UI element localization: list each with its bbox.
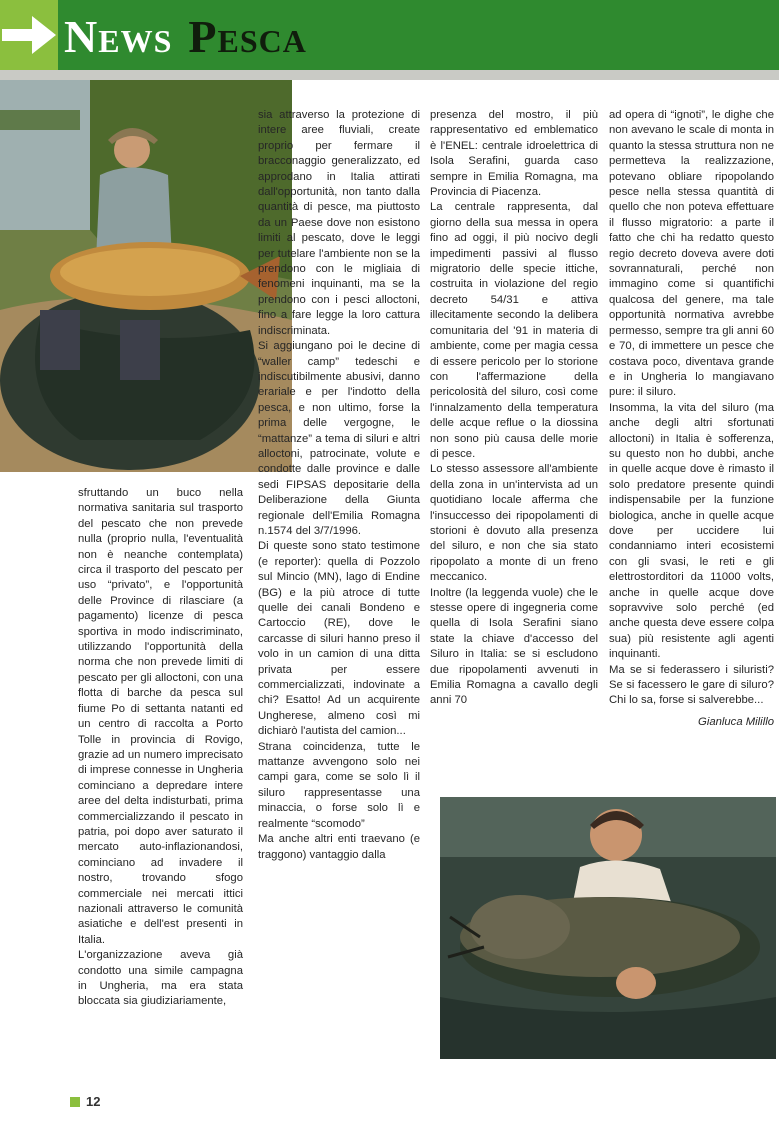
paragraph: La centrale rappresenta, dal giorno della sua messa in opera fino ad oggi, il più nocivo degli impedimenti passivi al flusso migratorio delle specie ittiche, costruita in violazione del regio decreto 54/31 e attiva illecitamente secondo la delibera comunitaria del '91 in materia di ambiente, come per magia cessa di essere pericolo per lo storione con l'affermazione della pericolosità del siluro, così come l'innalzamento della temperatura delle acque reflue o la diossina non sono più causa delle morie di pesce. — [430, 201, 598, 460]
header-band — [0, 70, 779, 80]
title-pesca: Pesca — [188, 11, 307, 62]
paragraph: Ma se si federassero i siluristi? Se si facessero le gare di siluro? Chi lo sa, forse si salverebbe... — [609, 663, 774, 707]
photo-angler-carp — [0, 80, 292, 472]
arrow-icon — [2, 14, 56, 56]
paragraph: Strana coincidenza, tutte le mattanze avvengono solo nei campi gara, come se solo lì il siluro rappresentasse una minaccia, o forse solo lì e realmente “scomodo” — [258, 740, 420, 830]
paragraph: sia attraverso la protezione di intere aree fluviali, create proprio per fermare il bracconaggio generalizzato, ed approdano in Italia attirati dall'opportunità, non tanto dalla quantità di pesce, ma piuttosto da un Paese dove non esistono limiti al pescato, dove le leggi per tutelare l'ambiente non se la prendono con le migliaia di fenomeni inquinanti, ma se la prendono con i pesci alloctoni, fino a fare legge la loro cattura indiscriminata. — [258, 109, 420, 337]
paragraph: Ma anche altri enti traevano (e traggono) vantaggio dalla — [258, 833, 420, 861]
paragraph: sfruttando un buco nella normativa sanitaria sul trasporto del pescato che non prevede nulla (proprio nulla, l'eventualità non è neanche contemplata) circa il trasporto del pescato per uso “privato”, e l'opportunità delle Province di rilasciare (a pagamento) licenze di pesca sportiva in modo indiscriminato, utilizzando l'opportunità della norma che non prevede limiti di pescato per gli alloctoni, con una flotta di barche da pesca sul fiume Po di settanta natanti ed un centro di raccolta a Porto Tolle in provincia di Rovigo, grazie ad un numero imprecisato di imprese connesse in Ungheria cominciano a depredare intere aree del delta indisturbati, prima commercializzando il pescato in patria, poi dopo aver saturato il mercato auto-inflazionandosi, cominciano ad invadere il nostro, trovando sfogo commerciale nei mercati ittici nazionali attraverso le comunità asiatiche e dell'est presenti in Italia. — [78, 487, 243, 946]
page-marker-icon — [70, 1097, 80, 1107]
column-2 — [258, 108, 420, 863]
paragraph: Di queste sono stato testimone (e reporter): quella di Pozzolo sul Mincio (MN), lago di Endine (BG) e la più atroce di tutte quelle dei canali Bondeno e Cartoccio (RE), dove le carcasse di siluri hanno preso il volo in un camion di una ditta privata per essere commercializzati, indovinate a chi? Esatto! Ad un acquirente Ungherese, almeno così mi dichiarò l'autista del camion... — [258, 540, 420, 738]
page-footer — [70, 1094, 100, 1109]
paragraph: Lo stesso assessore all'ambiente della zona in un'intervista ad un quotidiano locale afferma che l'insuccesso dei ripopolamenti di storioni è dovuto alla presenza del siluro, e non che sia stato ripopolato a monte di un freno meccanico. — [430, 463, 598, 584]
section-title — [64, 8, 307, 66]
paragraph: L'organizzazione aveva già condotto una simile campagna in Ungheria, ma era stata bloccata sia giudiziariamente, — [78, 949, 243, 1008]
title-news: News — [64, 11, 173, 62]
page-number: 12 — [86, 1094, 101, 1109]
paragraph: Si aggiungano poi le decine di “waller camp” tedeschi e indiscutibilmente abusivi, danno erariale e per l'indotto della pesca, e non ultimo, forse la prima delle vergogne, le “mattanze” a tema di siluri e altri alloctoni, patrocinate, volute e condotte dalle province e dalle sedi FIPSAS depositarie della Deliberazione della Giunta regionale dell'Emilia Romagna n.1574 del 3/7/1996. — [258, 340, 420, 537]
paragraph: ad opera di “ignoti”, le dighe che non avevano le scale di monta in quanto la stessa struttura non ne permetteva la realizzazione, potevano obliare ripopolando pesce nella stessa quantità di quello che non poteva effettuare il flusso migratorio: a parte il fatto che chi ha redatto questo regio decreto doveva avere doti sovrannaturali, perché non immagino come si quantifichi qualcosa del genere, ma tale opportunità normativa avrebbe permesso, sempre tra gli anni 60 e 70, di immettere un pesce che costava poco, diventava grande e in Ungheria lo mangiavano pure: il siluro. — [609, 109, 774, 399]
column-4 — [609, 108, 774, 730]
arrow-box — [0, 0, 58, 70]
column-3 — [430, 108, 598, 709]
paragraph: Insomma, la vita del siluro (ma anche degli altri sfortunati alloctoni) in Italia è sofferenza, su questo non ho dubbi, anche in quelle acque dove è rimasto il solo predatore presente quindi indispensabile per la funzione biologica, anche in quelle acque dove per uccidere lui condanniamo interi ecosistemi con gli svasi, le reti e gli elettrostorditori da 11000 volts, anche in quelle acque dove sopravvive solo perché (ed anche questa deve essere colpa sua) più resistente agli agenti inquinanti. — [609, 401, 774, 661]
page-header — [0, 0, 779, 70]
author-signature: Gianluca Milillo — [698, 715, 774, 728]
photo-angler-catfish — [440, 797, 776, 1059]
paragraph: presenza del mostro, il più rappresentativo ed emblematico è l'ENEL: centrale idroelettrica di Isola Serafini, guarda caso sempre in Emilia Romagna, ma Provincia di Piacenza. — [430, 109, 598, 199]
column-1 — [78, 486, 243, 1010]
paragraph: Inoltre (la leggenda vuole) che le stesse opere di ingegneria come quella di Isola Serafini siano state la chiave d'accesso del Siluro in Italia: se si escludono due ripopolamenti avvenuti in Emilia Romagna a cavallo degli anni 70 — [430, 586, 598, 707]
